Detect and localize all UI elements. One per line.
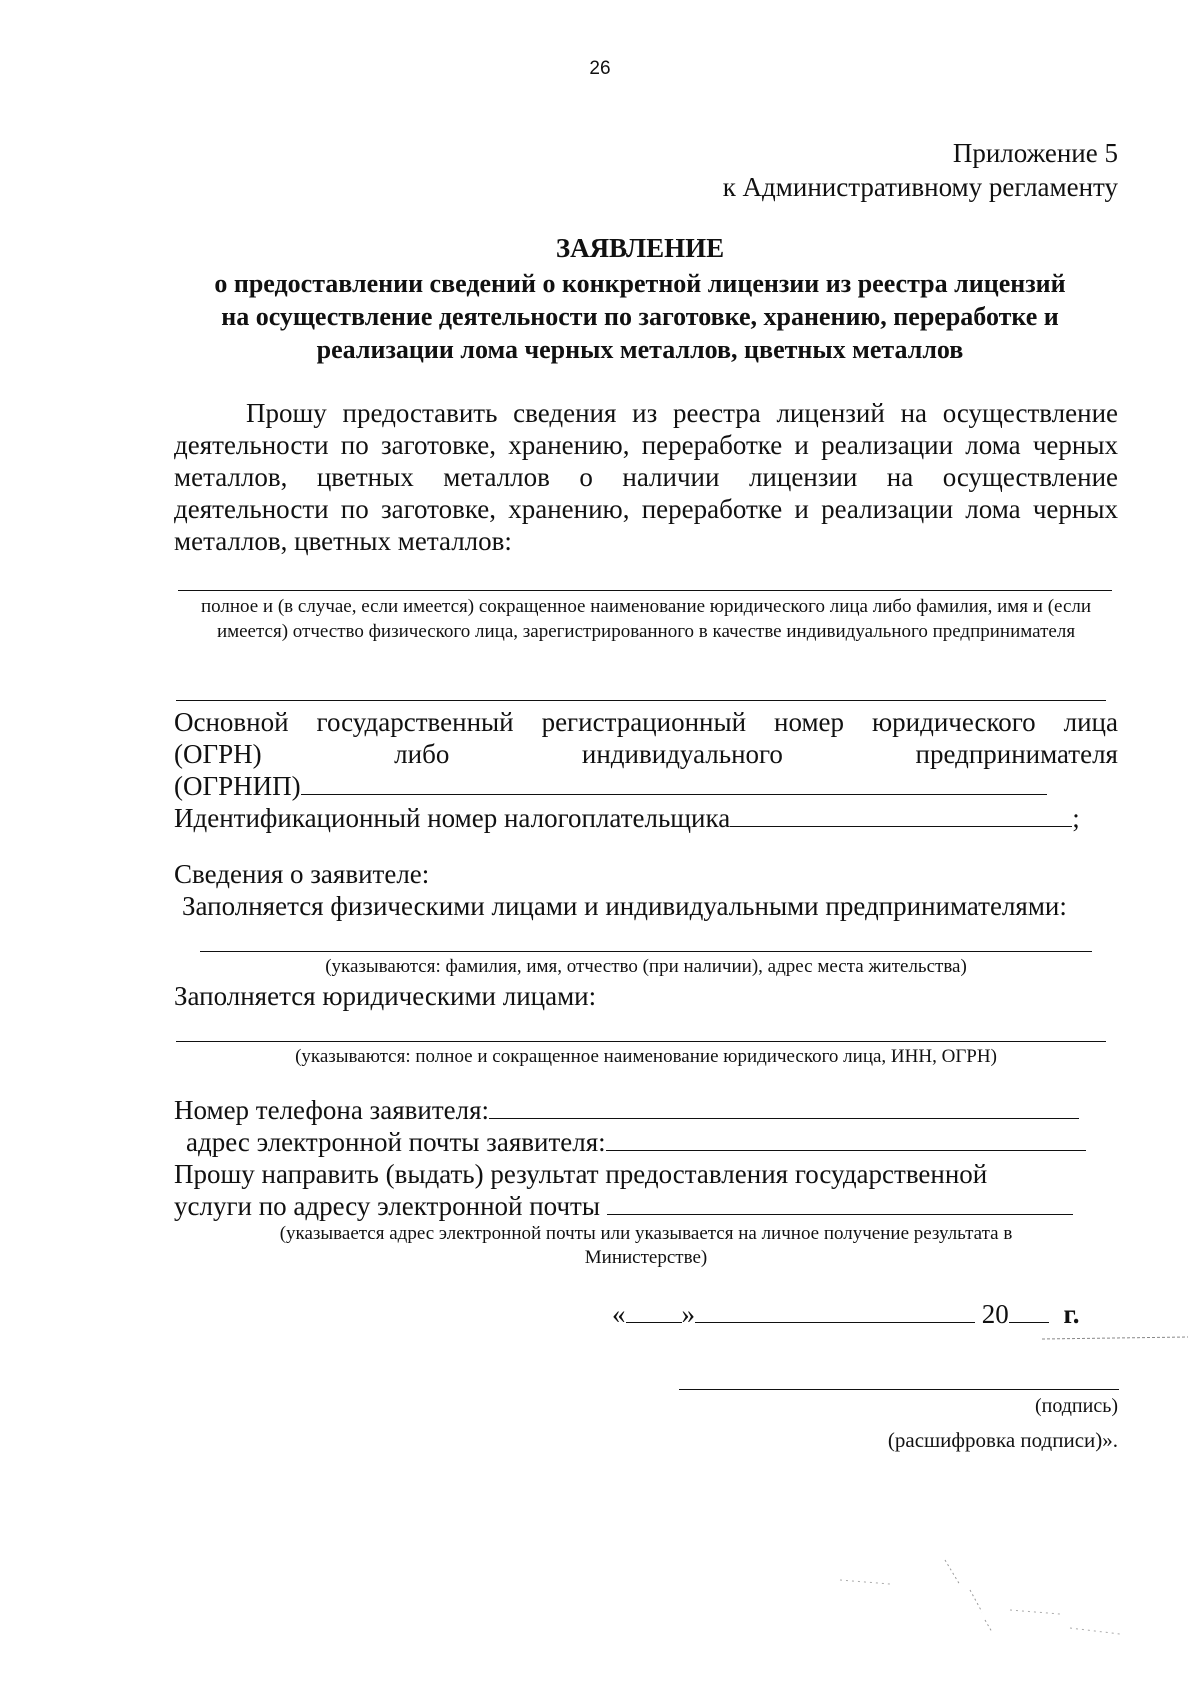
date-year-prefix: 20 <box>981 1299 1009 1329</box>
scan-noise-marks <box>820 1550 1140 1670</box>
phone-row <box>174 1094 1118 1126</box>
ogrnip-label: (ОГРНИП) <box>174 771 301 801</box>
phone-label: Номер телефона заявителя: <box>174 1095 489 1125</box>
legal-label: Заполняется юридическими лицами: <box>174 981 597 1011</box>
name-field-line-2[interactable] <box>176 700 1106 701</box>
ogrn-word-3: индивидуального <box>581 739 783 769</box>
applicant-heading: Сведения о заявителе: <box>174 859 430 889</box>
request-paragraph: Прошу предоставить сведения из реестра лицензий на осуществление деятельности по заготовке, хранению, переработке и реализации лома черных металлов, цветных металлов о наличии лицензии на осуществление деятельности по заготовке, хранению, переработке и реализации лома черных металлов, цветных металлов: <box>174 398 1118 556</box>
send-email-input-line[interactable] <box>607 1190 1073 1215</box>
date-row <box>612 1298 1112 1330</box>
subtitle-line-1: о предоставлении сведений о конкретной лицензии из реестра лицензий <box>214 269 1066 298</box>
send-label-line1: Прошу направить (выдать) результат предоставления государственной <box>174 1159 988 1189</box>
send-row <box>174 1190 1118 1222</box>
inn-input-line[interactable] <box>730 802 1072 827</box>
phone-input-line[interactable] <box>489 1094 1079 1119</box>
inn-label: Идентификационный номер налогоплательщика <box>174 803 731 833</box>
email-label: адрес электронной почты заявителя: <box>186 1127 606 1157</box>
appendix-regulation: к Административному регламенту <box>722 172 1118 202</box>
date-year-suffix: г. <box>1063 1299 1080 1329</box>
inn-row <box>174 802 1118 834</box>
subtitle-line-3: реализации лома черных металлов, цветных металлов <box>316 335 964 364</box>
date-day-input[interactable] <box>626 1298 682 1323</box>
ogrn-word-2: либо <box>394 739 450 769</box>
date-year-input[interactable] <box>1009 1298 1049 1323</box>
name-field-caption: полное и (в случае, если имеется) сокращенное наименование юридического лица либо фамилия, имя и (если имеется) отчество физического лица, зарегистрированного в качестве индивидуального предпринимателя <box>200 596 1092 642</box>
legal-caption: (указываются: полное и сокращенное наименование юридического лица, ИНН, ОГРН) <box>295 1046 997 1067</box>
scan-dash-mark <box>1040 1334 1190 1344</box>
date-close-quote: » <box>681 1299 695 1329</box>
signature-line[interactable] <box>679 1389 1119 1390</box>
page-number: 26 <box>589 58 611 79</box>
legal-input-line[interactable] <box>176 1041 1106 1042</box>
send-caption-line1: (указывается адрес электронной почты или указывается на личное получение результата в <box>279 1223 1013 1244</box>
inn-semicolon: ; <box>1072 803 1080 833</box>
signature-decode-caption: (расшифровка подписи)». <box>887 1428 1118 1452</box>
send-label-line2: услуги по адресу электронной почты <box>174 1191 601 1221</box>
appendix-number: Приложение 5 <box>952 138 1118 168</box>
ogrnip-row <box>174 770 1118 802</box>
email-row <box>186 1126 1116 1158</box>
document-subtitle <box>160 267 1120 366</box>
date-open-quote: « <box>612 1299 626 1329</box>
signature-caption: (подпись) <box>1034 1395 1118 1417</box>
ogrn-word-4: предпринимателя <box>915 739 1118 769</box>
ogrn-label-line1: Основной государственный регистрационный номер юридического лица <box>174 707 1118 737</box>
subtitle-line-2: на осуществление деятельности по заготовке, хранению, переработке и <box>221 302 1059 331</box>
ogrnip-input-line[interactable] <box>301 770 1047 795</box>
send-caption <box>174 1222 1118 1270</box>
individuals-input-line[interactable] <box>200 951 1092 952</box>
individuals-caption: (указываются: фамилия, имя, отчество (при наличии), адрес места жительства) <box>325 956 967 977</box>
send-caption-line2: Министерстве) <box>584 1247 708 1268</box>
email-input-line[interactable] <box>606 1126 1086 1151</box>
name-field-line[interactable] <box>178 590 1112 591</box>
individuals-label: Заполняется физическими лицами и индивидуальными предпринимателями: <box>182 891 1067 921</box>
date-month-input[interactable] <box>695 1298 975 1323</box>
document-title: ЗАЯВЛЕНИЕ <box>555 233 725 263</box>
ogrn-word-1: (ОГРН) <box>174 739 262 769</box>
ogrn-label-line2 <box>174 738 1118 770</box>
